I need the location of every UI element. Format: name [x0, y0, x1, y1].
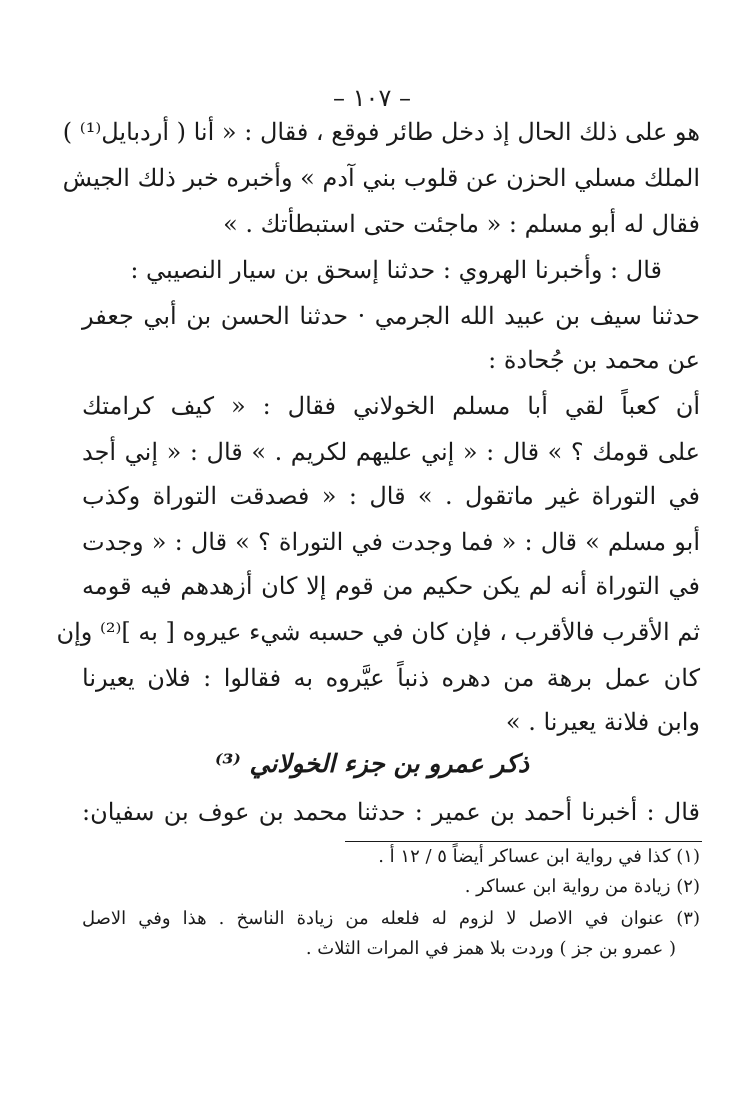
footnote-1: (١) كذا في رواية ابن عساكر أيضاً ٥ / ١٢ أ .	[378, 846, 700, 867]
page-number: – ١٠٧ –	[333, 84, 411, 112]
text-line-after-heading: قال : أخبرنا أحمد بن عمير : حدثنا محمد بن عوف بن سفيان:	[82, 798, 700, 826]
text-line-12: ثم الأقرب فالأقرب ، فإن كان في حسبه شيء عيروه [ به ]⁽²⁾ وإن	[56, 618, 700, 646]
text-line-9: في التوراة غير ماتقول . » قال : « فصدقت التوراة وكذب	[82, 482, 700, 510]
text-line-11: في التوراة أنه لم يكن حكيم من قوم إلا كان أزهدهم فيه قومه	[82, 572, 700, 600]
footnote-3-continuation: ( عمرو بن جز ) وردت بلا همز في المرات الثلاث .	[305, 938, 676, 959]
text-line-1: هو على ذلك الحال إذ دخل طائر فوقع ، فقال : « أنا ( أردبايل⁽¹⁾ )	[62, 118, 700, 146]
section-heading: ذكر عمرو بن جزء الخولاني ⁽³⁾	[214, 749, 530, 778]
text-line-3: فقال له أبو مسلم : « ماجئت حتى استبطأتك . »	[223, 210, 700, 238]
text-line-10: أبو مسلم » قال : « فما وجدت في التوراة ؟ » قال : « وجدت	[82, 528, 700, 556]
text-line-7: أن كعباً لقي أبا مسلم الخولاني فقال : « كيف كرامتك	[82, 392, 700, 420]
footnote-2: (٢) زيادة من رواية ابن عساكر .	[464, 876, 700, 897]
text-line-2: الملك مسلي الحزن عن قلوب بني آدم » وأخبره خبر ذلك الجيش	[62, 164, 700, 192]
text-line-8: على قومك ؟ » قال : « إني عليهم لكريم . » قال : « إني أجد	[82, 438, 700, 466]
text-line-13: كان عمل برهة من دهره ذنباً عيَّروه به فقالوا : فلان يعيرنا	[82, 664, 700, 692]
text-line-14: وابن فلانة يعيرنا . »	[505, 708, 700, 736]
text-line-5: حدثنا سيف بن عبيد الله الجرمي · حدثنا الحسن بن أبي جعفر	[82, 302, 700, 330]
text-line-4: قال : وأخبرنا الهروي : حدثنا إسحق بن سيار النصيبي :	[130, 256, 662, 284]
footnote-3: (٣) عنوان في الاصل لا لزوم له فلعله من زيادة الناسخ . هذا وفي الاصل	[82, 908, 700, 929]
text-line-6: عن محمد بن جُحادة :	[488, 346, 700, 374]
